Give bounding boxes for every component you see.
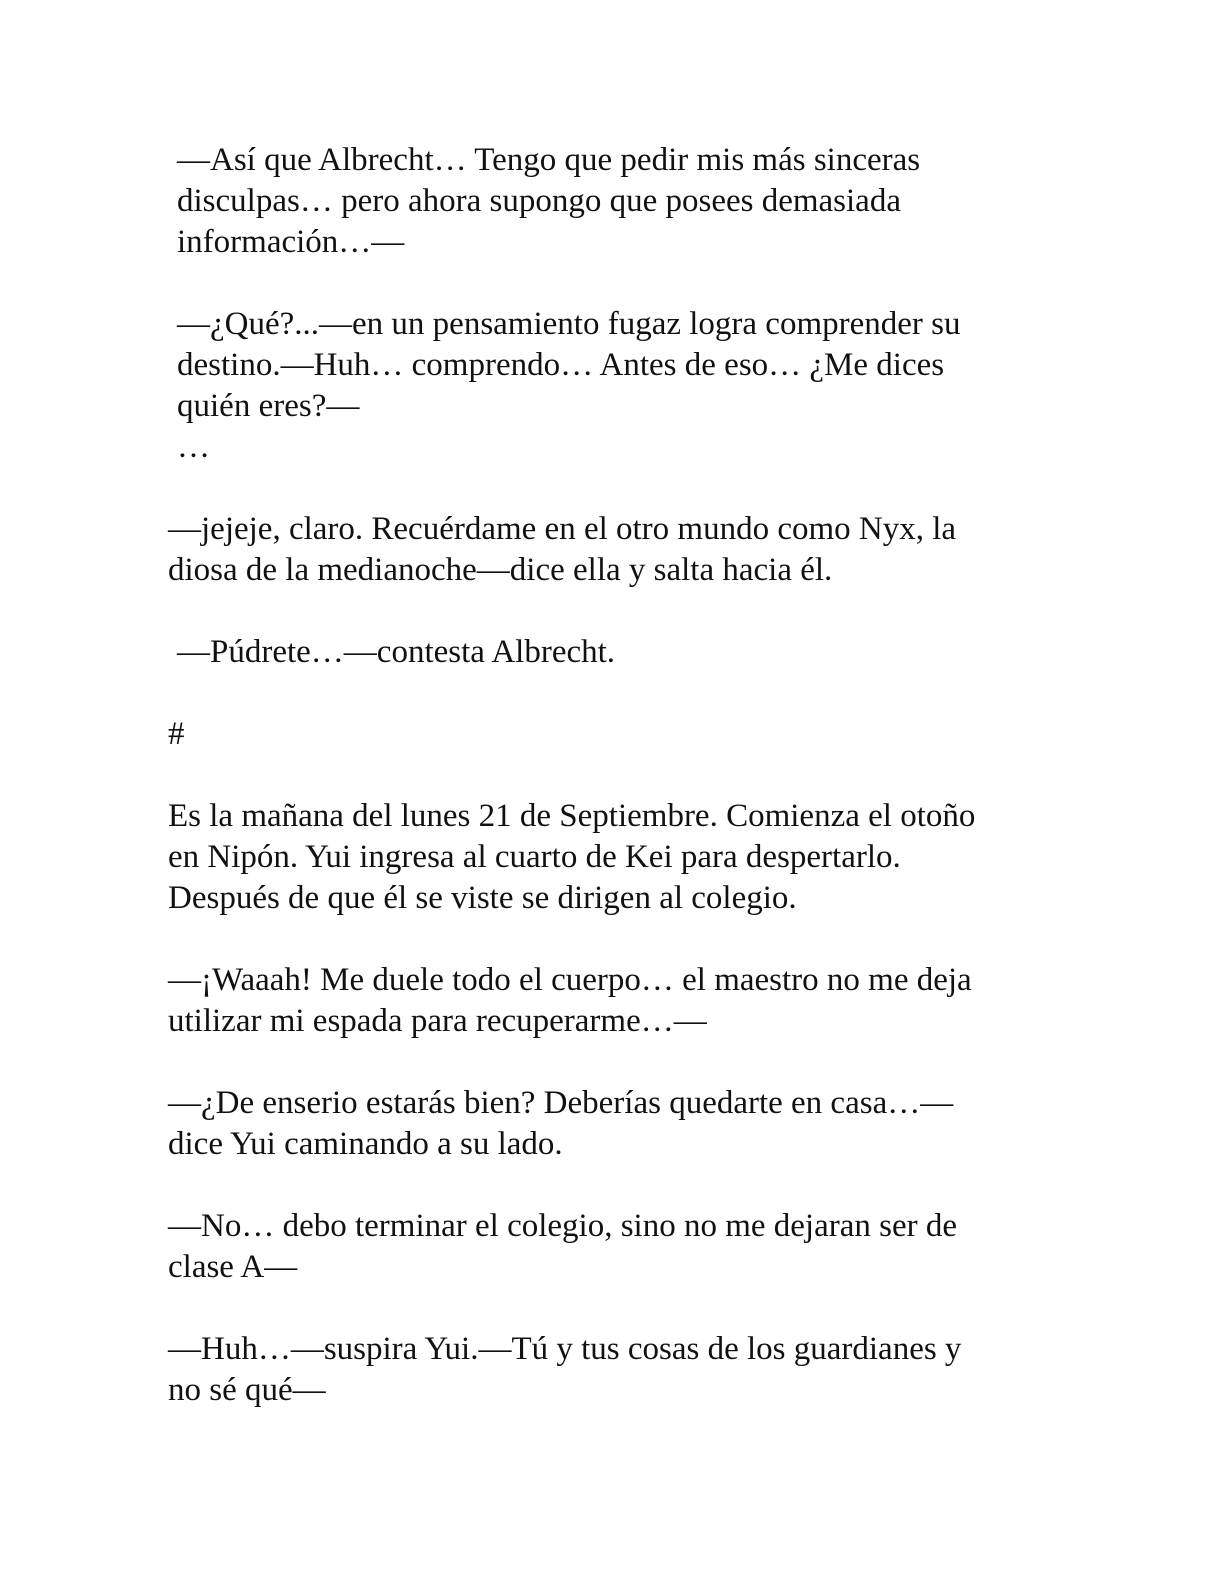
paragraph-4: —Púdrete…—contesta Albrecht. [177, 634, 616, 670]
paragraph-8: —No… debo terminar el colegio, sino no me dejaran ser de clase A— [168, 1208, 958, 1285]
paragraph-gap [168, 591, 1068, 632]
paragraph-gap [168, 1165, 1068, 1206]
paragraph-gap [168, 263, 1068, 304]
paragraph-5: Es la mañana del lunes 21 de Septiembre. Comienza el otoño en Nipón. Yui ingresa al cuarto de Kei para despertarlo. Después de que él se viste se dirigen al colegio. [168, 798, 976, 916]
paragraph-gap [168, 1042, 1068, 1083]
paragraph-6: —¡Waaah! Me duele todo el cuerpo… el maestro no me deja utilizar mi espada para recuperarme…— [168, 962, 972, 1039]
document-page [168, 140, 1068, 1411]
paragraph-2: —¿Qué?...—en un pensamiento fugaz logra comprender su destino.—Huh… comprendo… Antes de eso… ¿Me dices quién eres?— … [177, 306, 961, 465]
paragraph-gap [168, 1288, 1068, 1329]
scene-break: # [168, 716, 185, 752]
paragraph-gap [168, 919, 1068, 960]
paragraph-gap [168, 673, 1068, 714]
paragraph-gap [168, 468, 1068, 509]
paragraph-1: —Así que Albrecht… Tengo que pedir mis más sinceras disculpas… pero ahora supongo que posees demasiada información…— [177, 142, 921, 260]
paragraph-3: —jejeje, claro. Recuérdame en el otro mundo como Nyx, la diosa de la medianoche—dice ella y salta hacia él. [168, 511, 957, 588]
paragraph-gap [168, 755, 1068, 796]
paragraph-7: —¿De enserio estarás bien? Deberías quedarte en casa…— dice Yui caminando a su lado. [168, 1085, 954, 1162]
paragraph-9: —Huh…—suspira Yui.—Tú y tus cosas de los guardianes y no sé qué— [168, 1331, 962, 1408]
